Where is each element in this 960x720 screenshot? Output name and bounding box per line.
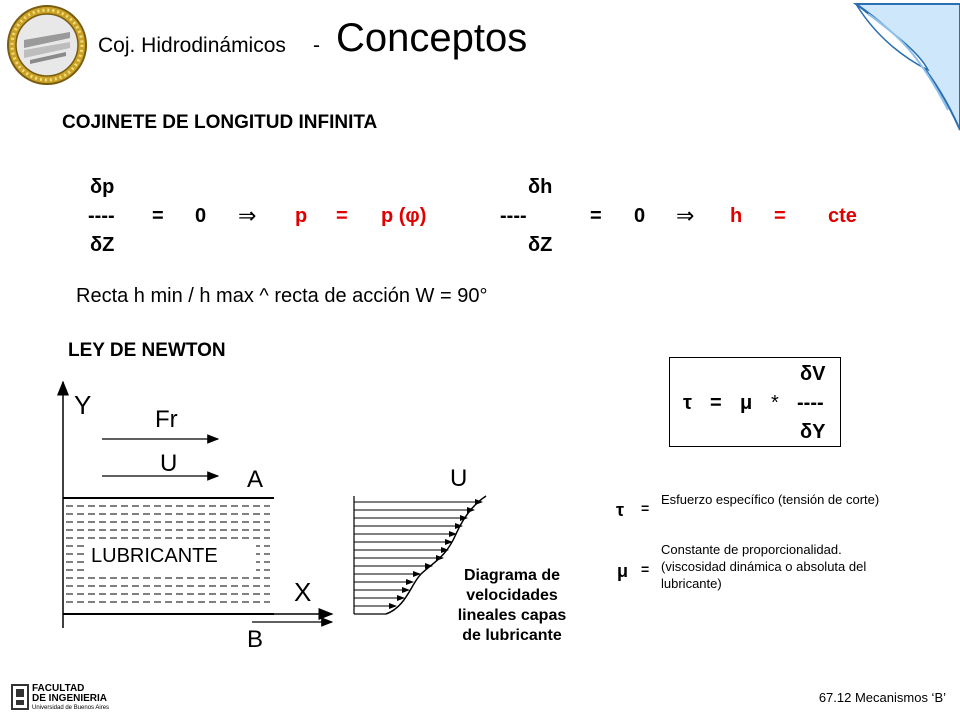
eq1-numerator: δp — [90, 176, 115, 198]
faculty-name-line2: DE INGENIERIA — [32, 693, 108, 704]
eq2-rhs: cte — [828, 205, 857, 227]
eq1-denominator: δZ — [90, 234, 115, 256]
eq1-rhs: p (φ) — [381, 205, 427, 227]
eq2-numerator: δh — [528, 176, 553, 198]
fr-label: Fr — [155, 406, 178, 433]
caption-line-4: de lubricante — [462, 627, 562, 644]
page-curl-decoration — [848, 0, 960, 132]
def-mu-equals: = — [641, 561, 650, 577]
def-tau-equals: = — [641, 500, 650, 516]
formula-fraction-bar: ---- — [797, 392, 824, 414]
formula-times: * — [771, 392, 779, 414]
university-name: Universidad de Buenos Aires — [32, 705, 110, 711]
caption-line-1: Diagrama de — [463, 567, 561, 584]
eq1-equals: = — [152, 205, 164, 227]
caption-line-2: velocidades — [466, 587, 558, 604]
eq2-zero: 0 — [634, 205, 646, 227]
eq1-lhs-p: p — [295, 205, 308, 227]
lubricante-label: LUBRICANTE — [91, 545, 218, 567]
velocity-diagram-caption — [456, 566, 568, 646]
b-label: B — [247, 626, 264, 653]
implies-arrow-2: ⇒ — [676, 203, 695, 228]
eq2-fraction-bar: ---- — [500, 205, 527, 227]
u-label-right: U — [450, 465, 468, 492]
a-label: A — [247, 466, 264, 493]
title-separator: - — [313, 34, 320, 57]
eq2-denominator: δZ — [528, 234, 553, 256]
faculty-logo — [10, 683, 120, 713]
u-label-left: U — [160, 450, 178, 477]
faculty-name-line1: FACULTAD — [32, 683, 85, 694]
eq1-zero: 0 — [195, 205, 207, 227]
def-mu-text: Constante de proporcionalidad. (viscosidad dinámica o absoluta del lubricante) — [661, 542, 867, 591]
def-mu-symbol: μ — [617, 561, 629, 581]
section-heading-infinite-bearing: COJINETE DE LONGITUD INFINITA — [62, 112, 378, 133]
formula-equals: = — [710, 392, 722, 414]
university-seal-logo — [6, 4, 88, 86]
eq1-eq-sign: = — [336, 205, 348, 227]
implies-arrow-1: ⇒ — [238, 203, 257, 228]
eq1-fraction-bar: ---- — [88, 205, 115, 227]
formula-tau: τ — [683, 392, 692, 414]
eq2-lhs-h: h — [730, 205, 743, 227]
formula-mu: μ — [740, 392, 753, 414]
caption-line-3: lineales capas — [457, 607, 567, 624]
title-prefix: Coj. Hidrodinámicos — [98, 34, 286, 57]
def-tau-symbol: τ — [616, 500, 625, 520]
section-heading-newton: LEY DE NEWTON — [68, 340, 226, 361]
def-tau-text: Esfuerzo específico (tensión de corte) — [661, 492, 880, 507]
formula-numerator: δV — [800, 363, 826, 385]
recta-statement: Recta h min / h max ^ recta de acción W = 90° — [76, 285, 488, 307]
axis-y-label: Y — [74, 390, 92, 420]
formula-denominator: δY — [800, 421, 826, 443]
eq2-eq-sign: = — [774, 205, 786, 227]
page-title: Conceptos — [336, 16, 528, 60]
faculty-emblem-icon — [10, 683, 30, 711]
axis-x-label: X — [294, 577, 312, 607]
course-footer: 67.12 Mecanismos ‘B’ — [818, 690, 946, 705]
eq2-equals: = — [590, 205, 602, 227]
